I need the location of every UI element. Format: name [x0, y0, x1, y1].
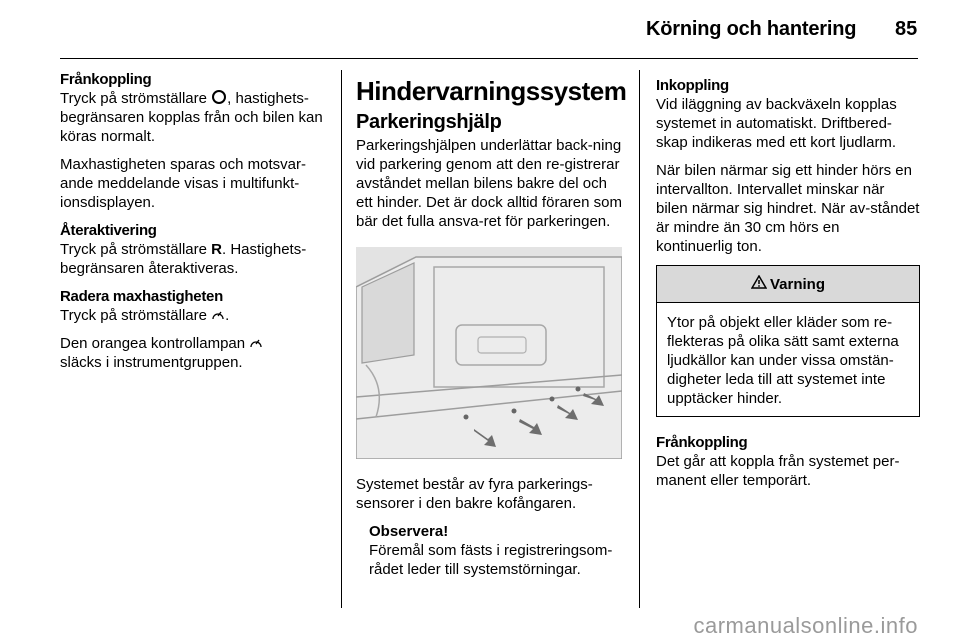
paragraph-disable-system: Det går att koppla från systemet per-manent eller temporärt.: [656, 453, 900, 489]
column-divider-1: [341, 70, 342, 608]
text-part: .: [225, 307, 230, 324]
note-text: Föremål som fästs i registreringsom-rådet leder till systemstörningar.: [369, 542, 613, 578]
column-left: [60, 70, 332, 381]
paragraph-delete: [60, 306, 332, 325]
column-right: [656, 70, 920, 499]
heading-inkoppling: Inkoppling: [656, 77, 729, 94]
heading-frankoppling: Frånkoppling: [60, 71, 152, 88]
switch-r-label: R: [211, 241, 222, 258]
text-part: Den orangea kontrollampan: [60, 335, 250, 352]
text-part: . Hastighets-begränsaren återaktiveras.: [60, 241, 307, 277]
speed-limiter-icon: [211, 306, 225, 325]
van-rear-sensors-illustration: [356, 247, 622, 459]
note-block: [369, 522, 622, 579]
page-header-title: Körning och hantering: [646, 18, 857, 40]
text-part: släcks i instrumentgruppen.: [60, 354, 243, 371]
header-rule: [60, 58, 918, 59]
warning-header: [657, 266, 919, 303]
page-number: 85: [895, 18, 918, 40]
text-part: Tryck på strömställare: [60, 90, 212, 107]
paragraph-indicator: [60, 334, 332, 372]
text-part: Tryck på strömställare: [60, 241, 212, 258]
watermark: carmanualsonline.info: [693, 613, 918, 638]
speed-limiter-icon: [249, 334, 263, 353]
paragraph-reactivate: [60, 240, 332, 278]
heading-ateraktivering: Återaktivering: [60, 222, 157, 239]
paragraph-activation: Vid iläggning av backväxeln kopplas systemet in automatiskt. Driftbered-skap indikeras med ett kort ljudlarm.: [656, 96, 897, 151]
heading-frankoppling-2: Frånkoppling: [656, 434, 748, 451]
column-divider-2: [639, 70, 640, 608]
switch-o-icon: [212, 90, 226, 104]
paragraph-interval-tone: När bilen närmar sig ett hinder hörs en intervallton. Intervallet minskar när bilen närmar sig hindret. När av-ståndet är mindre än 30 cm hörs en kontinuerlig ton.: [656, 162, 920, 255]
paragraph-four-sensors: Systemet består av fyra parkerings-sensorer i den bakre kofångaren.: [356, 476, 593, 512]
warning-triangle-icon: [751, 275, 767, 294]
paragraph-disconnect: [60, 89, 332, 146]
subsection-title: Parkeringshjälp: [356, 111, 502, 133]
heading-radera: Radera maxhastigheten: [60, 288, 223, 305]
warning-box: [656, 265, 920, 417]
text-part: Tryck på strömställare: [60, 307, 212, 324]
column-middle: [356, 70, 627, 588]
note-title: Observera!: [369, 523, 449, 540]
text-part: , hastighets-begränsaren kopplas från och bilen kan köras normalt.: [60, 90, 323, 145]
warning-title: Varning: [769, 275, 825, 293]
section-title: Hindervarningssystem: [356, 76, 627, 106]
warning-body: Ytor på objekt eller kläder som re-flekteras på olika sätt samt externa ljudkällor kan under vissa omstän-digheter leda till att systemet inte upptäcker hinder.: [667, 314, 899, 407]
paragraph-max-speed-stored: Maxhastigheten sparas och motsvar-ande meddelande visas i multifunkt-ionsdisplayen.: [60, 156, 306, 211]
paragraph-parking-aid: Parkeringshjälpen underlättar back-ning vid parkering genom att den re-gistrerar avståndet mellan bilens bakre del och ett hinder. Det är dock alltid föraren som bär det fulla ansva-ret för parkeringen.: [356, 137, 622, 230]
